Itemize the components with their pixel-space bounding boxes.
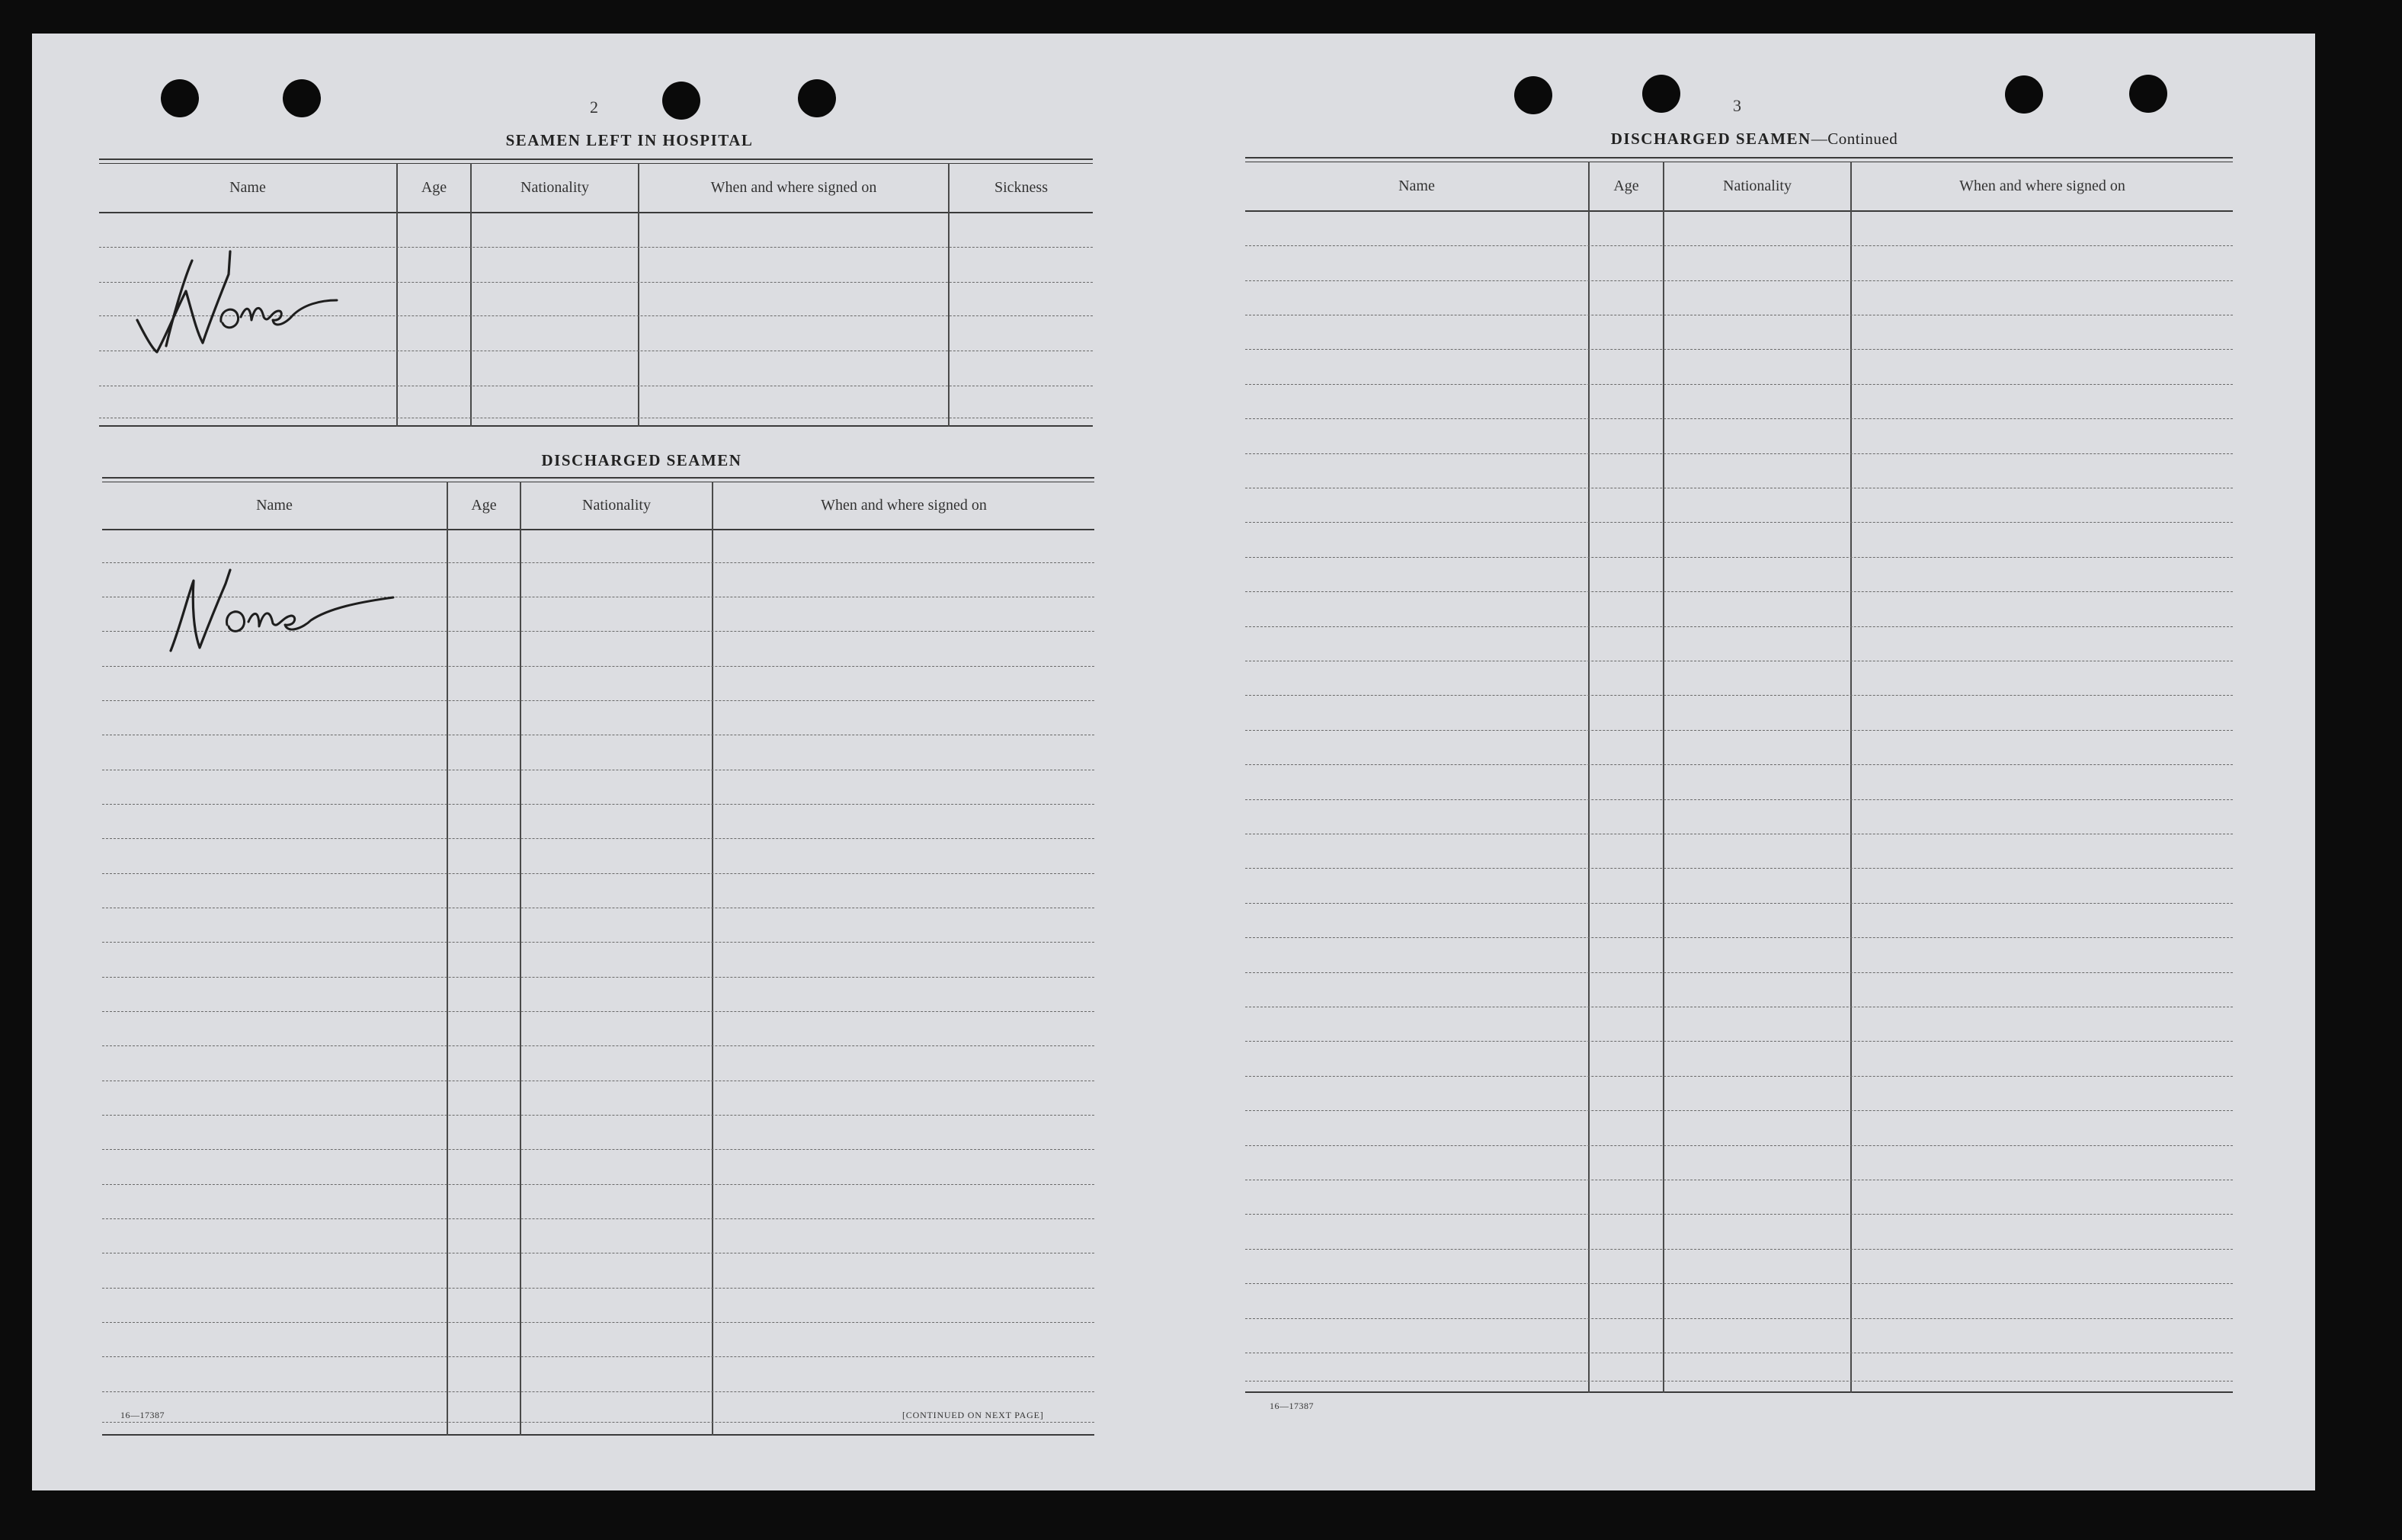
- column-header-age: Age: [421, 178, 447, 196]
- punch-hole: [798, 79, 836, 117]
- punch-hole: [2129, 75, 2167, 113]
- form-code-left: 16—17387: [120, 1410, 165, 1420]
- punch-hole: [161, 79, 199, 117]
- discharged-continued-label: DISCHARGED SEAMEN: [1610, 130, 1811, 148]
- punch-hole: [662, 82, 700, 120]
- column-header-when-where: When and where signed on: [1959, 177, 2125, 194]
- discharged-continued-title: [1488, 130, 2021, 149]
- punch-hole: [1642, 75, 1680, 113]
- column-header-when-where: When and where signed on: [821, 496, 987, 514]
- form-sheet: [32, 34, 2315, 1490]
- handwritten-none-hospital: [130, 221, 373, 358]
- handwritten-none-discharged: [154, 552, 459, 666]
- discharged-section-title: DISCHARGED SEAMEN: [541, 451, 742, 469]
- continued-note: [CONTINUED ON NEXT PAGE]: [902, 1410, 1044, 1420]
- punch-hole: [2005, 75, 2043, 114]
- punch-hole: [283, 79, 321, 117]
- column-header-name: Name: [1398, 177, 1435, 194]
- discharged-continued-table: [1245, 157, 2233, 1398]
- column-header-name: Name: [229, 178, 266, 196]
- column-header-sickness: Sickness: [994, 178, 1048, 196]
- column-header-name: Name: [256, 496, 293, 514]
- column-header-nationality: Nationality: [582, 496, 651, 514]
- form-code-right: 16—17387: [1270, 1401, 1314, 1411]
- page-number-right: 3: [1733, 96, 1741, 115]
- hospital-section-title: SEAMEN LEFT IN HOSPITAL: [505, 131, 754, 149]
- column-header-nationality: Nationality: [1723, 177, 1792, 194]
- punch-hole: [1514, 76, 1552, 114]
- column-header-age: Age: [471, 496, 497, 514]
- column-header-nationality: Nationality: [520, 178, 589, 196]
- column-header-age: Age: [1613, 177, 1639, 194]
- continued-suffix: —Continued: [1811, 130, 1898, 148]
- column-header-when-where: When and where signed on: [710, 178, 877, 196]
- page-number-left: 2: [590, 98, 598, 117]
